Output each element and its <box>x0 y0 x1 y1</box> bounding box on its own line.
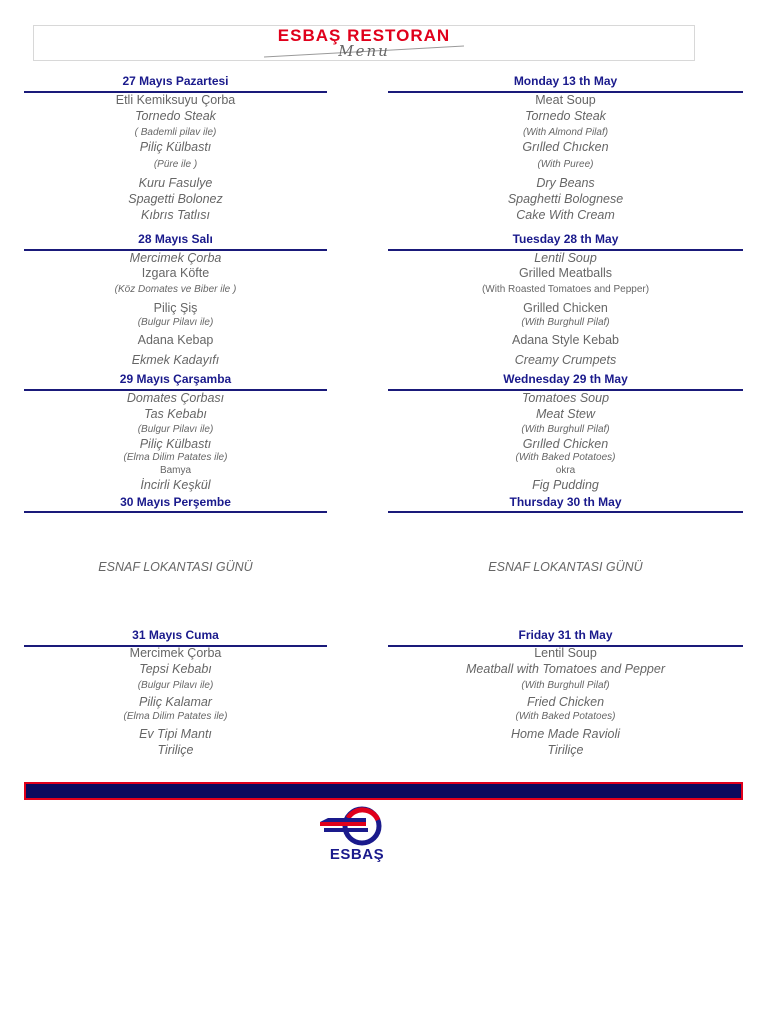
day-heading: 31 Mayıs Cuma <box>132 628 219 642</box>
menu-item: Tas Kebabı <box>144 407 207 421</box>
menu-item-note: (With Burghull Pilaf) <box>521 424 610 435</box>
day-heading: 29 Mayıs Çarşamba <box>119 372 232 386</box>
menu-item-note: (Elma Dilim Patates ile) <box>123 452 228 463</box>
menu-item-note: (Köz Domates ve Biber ile ) <box>114 284 237 295</box>
menu-item: Bamya <box>159 465 192 476</box>
menu-item-note: (With Puree) <box>537 159 594 170</box>
day-heading: 27 Mayıs Pazartesi <box>122 74 229 88</box>
esbas-logo <box>312 806 402 866</box>
day-heading: 28 Mayıs Salı <box>138 232 213 246</box>
menu-item: Tomatoes Soup <box>521 391 610 405</box>
menu-item: Meatball with Tomatoes and Pepper <box>466 662 665 676</box>
menu-item-note: (With Burghull Pilaf) <box>521 317 610 328</box>
menu-item: Tiriliçe <box>547 743 584 757</box>
menu-item-note: (With Almond Pilaf) <box>522 127 609 138</box>
menu-item-note: (Elma Dilim Patates ile) <box>123 711 228 722</box>
menu-item: Adana Kebap <box>137 333 214 347</box>
menu-item: Ev Tipi Mantı <box>139 727 212 741</box>
menu-item: İncirli Keşkül <box>140 478 211 492</box>
day-heading: Wednesday 29 th May <box>503 372 628 386</box>
menu-item: Creamy Crumpets <box>514 353 617 367</box>
menu-item-note: (Bulgur Pilavı ile) <box>137 317 214 328</box>
menu-item-note: (With Roasted Tomatoes and Pepper) <box>481 284 650 295</box>
day-heading: Thursday 30 th May <box>509 495 622 509</box>
menu-item: Mercimek Çorba <box>129 251 222 265</box>
menu-item-note: (With Baked Potatoes) <box>515 711 616 722</box>
menu-item: Izgara Köfte <box>141 266 210 280</box>
menu-item: Fried Chicken <box>526 695 605 709</box>
day-heading: 30 Mayıs Perşembe <box>120 495 231 509</box>
menu-item: Etli Kemiksuyu Çorba <box>115 93 236 107</box>
menu-item: Lentil Soup <box>534 251 597 265</box>
esbas-emblem-icon <box>312 806 402 848</box>
menu-item: Grilled Meatballs <box>518 266 613 280</box>
closed-day-note: ESNAF LOKANTASI GÜNÜ <box>98 560 253 574</box>
logo-wordmark: ESBAŞ <box>329 846 385 863</box>
menu-item: Piliç Şiş <box>153 301 198 315</box>
menu-item: Cake With Cream <box>516 208 615 222</box>
menu-item: Tornedo Steak <box>525 109 606 123</box>
menu-header <box>33 25 695 61</box>
menu-item-note: (Püre ile ) <box>153 159 198 170</box>
menu-item: Lentil Soup <box>534 646 597 660</box>
day-divider <box>24 511 327 513</box>
menu-item: Grılled Chicken <box>522 437 609 451</box>
menu-item: Dry Beans <box>536 176 595 190</box>
menu-item: Kıbrıs Tatlısı <box>140 208 210 222</box>
day-heading: Friday 31 th May <box>518 628 613 642</box>
menu-subtitle: Menu <box>338 42 390 60</box>
menu-item: Tiriliçe <box>157 743 194 757</box>
menu-item-note: (Bulgur Pilavı ile) <box>137 680 214 691</box>
menu-item: Adana Style Kebab <box>511 333 620 347</box>
menu-item: Piliç Külbastı <box>139 437 212 451</box>
menu-item: okra <box>555 465 576 476</box>
day-divider <box>388 511 743 513</box>
menu-item-note: (Bulgur Pilavı ile) <box>137 424 214 435</box>
menu-item: Mercimek Çorba <box>129 646 222 660</box>
footer-bar <box>24 782 743 800</box>
menu-item: Piliç Külbastı <box>139 140 212 154</box>
menu-item-note: ( Bademli pilav ile) <box>134 127 217 138</box>
menu-item: Meat Soup <box>535 93 596 107</box>
menu-item-note: (With Baked Potatoes) <box>515 452 616 463</box>
menu-item: Piliç Kalamar <box>139 695 212 709</box>
menu-item: Kuru Fasulye <box>138 176 213 190</box>
day-heading: Tuesday 28 th May <box>512 232 619 246</box>
menu-item: Domates Çorbası <box>126 391 225 405</box>
menu-item: Meat Stew <box>535 407 596 421</box>
closed-day-note: ESNAF LOKANTASI GÜNÜ <box>488 560 643 574</box>
restaurant-title: ESBAŞ RESTORAN <box>277 26 451 45</box>
menu-item: Fig Pudding <box>532 478 599 492</box>
day-heading: Monday 13 th May <box>513 74 618 88</box>
menu-item: Spagetti Bolonez <box>128 192 223 206</box>
menu-item: Tornedo Steak <box>135 109 216 123</box>
menu-item: Home Made Ravioli <box>510 727 621 741</box>
menu-item-note: (With Burghull Pilaf) <box>521 680 610 691</box>
menu-item: Ekmek Kadayıfı <box>131 353 220 367</box>
menu-item: Grılled Chıcken <box>522 140 609 154</box>
menu-item: Tepsi Kebabı <box>139 662 212 676</box>
menu-item: Spaghetti Bolognese <box>507 192 624 206</box>
menu-item: Grilled Chicken <box>523 301 608 315</box>
